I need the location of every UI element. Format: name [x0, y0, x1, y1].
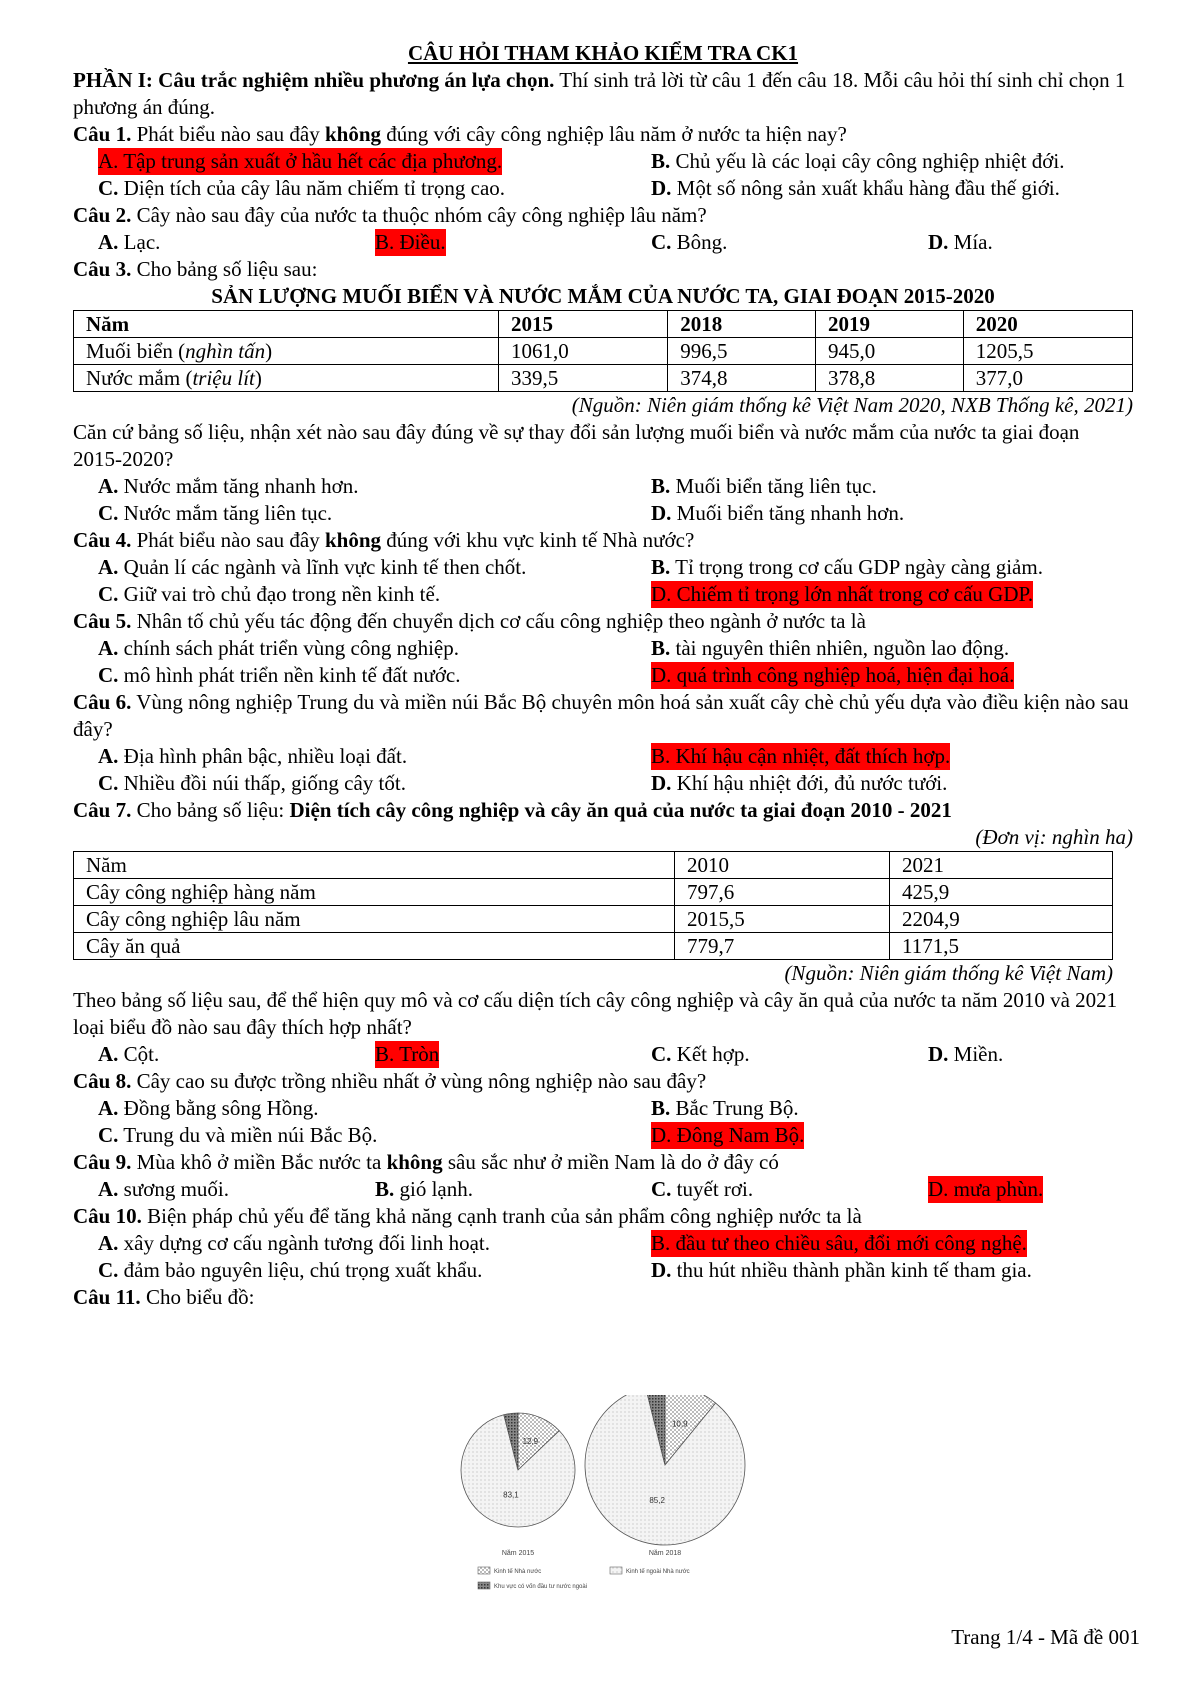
q6-option-b[interactable]: B. Khí hậu cận nhiệt, đất thích hợp.: [651, 744, 951, 768]
q1-option-d[interactable]: D. Một số nông sản xuất khẩu hàng đầu thế giới.: [651, 176, 1060, 200]
q7-unit: (Đơn vị: nghìn ha): [975, 825, 1133, 849]
q7-source: (Nguồn: Niên giám thống kê Việt Nam): [784, 961, 1113, 985]
q7-text: Cho bảng số liệu:: [131, 798, 290, 822]
table-cell: 779,7: [675, 933, 890, 960]
question-1: [73, 121, 1133, 148]
q1-text-end: đúng với cây công nghiệp lâu năm ở nước ta hiện nay?: [381, 122, 847, 146]
q8-text: Cây cao su được trồng nhiều nhất ở vùng nông nghiệp nào sau đây?: [131, 1069, 707, 1093]
legend-label-0: Kinh tế Nhà nước: [494, 1569, 542, 1575]
q3-table-title: SẢN LƯỢNG MUỐI BIỂN VÀ NƯỚC MẮM CỦA NƯỚC TA, GIAI ĐOẠN 2015-2020: [211, 284, 995, 308]
q9-option-c[interactable]: C. tuyết rơi.: [651, 1177, 754, 1201]
table-row: [74, 906, 1113, 933]
legend-label-1: Kinh tế ngoài Nhà nước: [626, 1569, 690, 1575]
q2-option-d[interactable]: D. Mía.: [928, 230, 993, 254]
q4-text-end: đúng với khu vực kinh tế Nhà nước?: [381, 528, 695, 552]
q6-text: Vùng nông nghiệp Trung du và miền núi Bắc Bộ chuyên môn hoá sản xuất cây chè chủ yếu dựa vào điều kiện nào sau đây?: [73, 690, 1129, 741]
pie-value-label-1-1: 85,2: [649, 1496, 665, 1506]
pie-chart-figure: [460, 1395, 780, 1620]
q11-text: Cho biểu đồ:: [140, 1285, 255, 1309]
table-cell: 2019: [815, 311, 963, 338]
q6-option-d[interactable]: D. Khí hậu nhiệt đới, đủ nước tưới.: [651, 771, 948, 795]
q5-text: Nhân tố chủ yếu tác động đến chuyển dịch cơ cấu công nghiệp theo ngành ở nước ta là: [131, 609, 866, 633]
q4-bold: không: [324, 528, 382, 552]
table-cell: 2015: [499, 311, 668, 338]
table-cell: 339,5: [499, 365, 668, 392]
q10-number: Câu 10.: [73, 1204, 142, 1228]
q4-option-d[interactable]: D. Chiếm tỉ trọng lớn nhất trong cơ cấu GDP.: [651, 582, 1034, 606]
table-cell: Cây ăn quả: [74, 933, 675, 960]
question-11: [73, 1284, 1133, 1311]
document-page: [73, 40, 1133, 1311]
table-cell: Muối biển (nghìn tấn): [74, 338, 499, 365]
q7-table: [73, 851, 1113, 960]
q1-option-b[interactable]: B. Chủ yếu là các loại cây công nghiệp nhiệt đới.: [651, 149, 1065, 173]
table-cell: 374,8: [668, 365, 816, 392]
q9-option-b[interactable]: B. gió lạnh.: [375, 1177, 474, 1201]
q7-options: [73, 1041, 1133, 1068]
table-cell: 996,5: [668, 338, 816, 365]
part1-instructions: [73, 67, 1133, 121]
q5-option-d[interactable]: D. quá trình công nghiệp hoá, hiện đại hoá.: [651, 663, 1015, 687]
q1-text: Phát biểu nào sau đây: [131, 122, 325, 146]
table-cell: 1061,0: [499, 338, 668, 365]
page-title: CÂU HỎI THAM KHẢO KIỂM TRA CK1: [407, 41, 799, 65]
pie-name-1: Năm 2018: [648, 1550, 682, 1557]
q3-option-a[interactable]: A. Nước mắm tăng nhanh hơn.: [98, 474, 359, 498]
table-cell: 377,0: [963, 365, 1132, 392]
q9-option-d[interactable]: D. mưa phùn.: [928, 1177, 1044, 1201]
question-10: [73, 1203, 1133, 1230]
q8-option-c[interactable]: C. Trung du và miền núi Bắc Bộ.: [98, 1123, 378, 1147]
q9-options: [73, 1176, 1133, 1203]
q3-source: (Nguồn: Niên giám thống kê Việt Nam 2020, NXB Thống kê, 2021): [571, 393, 1133, 417]
table-cell: 1171,5: [890, 933, 1113, 960]
q8-options-row2: [73, 1122, 1133, 1149]
question-9: [73, 1149, 1133, 1176]
q3-options-row1: [73, 473, 1133, 500]
table-cell: Năm: [74, 311, 499, 338]
q9-text-end: sâu sắc như ở miền Nam là do ở đây có: [442, 1150, 779, 1174]
pie-value-label-0-1: 83,1: [503, 1490, 519, 1500]
legend-swatch-0: [478, 1567, 490, 1574]
question-4: [73, 527, 1133, 554]
pie-value-label-0-0: 12,9: [522, 1437, 539, 1447]
q5-number: Câu 5.: [73, 609, 132, 633]
question-2: [73, 202, 1133, 229]
part1-text: Thí sinh trả lời từ câu 1 đến câu 18. Mỗi câu hỏi thí sinh chỉ chọn 1 phương án đúng.: [73, 68, 1126, 119]
pie-name-0: Năm 2015: [501, 1550, 535, 1557]
table-cell: 1205,5: [963, 338, 1132, 365]
q1-bold: không: [324, 122, 382, 146]
q3-table-header: [74, 311, 1133, 338]
q6-options-row2: [73, 770, 1133, 797]
q6-number: Câu 6.: [73, 690, 132, 714]
q1-number: Câu 1.: [73, 122, 132, 146]
part1-label: PHẦN I: Câu trắc nghiệm nhiều phương án lựa chọn.: [73, 68, 555, 92]
q2-option-a[interactable]: A. Lạc.: [98, 230, 161, 254]
q3-text: Cho bảng số liệu sau:: [131, 257, 318, 281]
legend-swatch-1: [610, 1567, 622, 1574]
q2-text: Cây nào sau đây của nước ta thuộc nhóm cây công nghiệp lâu năm?: [131, 203, 707, 227]
q3-option-d[interactable]: D. Muối biển tăng nhanh hơn.: [651, 501, 905, 525]
q1-option-a[interactable]: A. Tập trung sản xuất ở hầu hết các địa phương.: [98, 149, 503, 173]
q7-option-c[interactable]: C. Kết hợp.: [651, 1042, 750, 1066]
q4-option-c[interactable]: C. Giữ vai trò chủ đạo trong nền kinh tế.: [98, 582, 441, 606]
q9-option-a[interactable]: A. sương muối.: [98, 1177, 229, 1201]
legend-label-2: Khu vực có vốn đầu tư nước ngoài: [494, 1584, 588, 1590]
q4-text: Phát biểu nào sau đây: [131, 528, 325, 552]
table-row: [74, 933, 1113, 960]
page-footer: Trang 1/4 - Mã đề 001: [951, 1625, 1140, 1649]
q8-option-d[interactable]: D. Đông Nam Bộ.: [651, 1123, 805, 1147]
q11-number: Câu 11.: [73, 1285, 141, 1309]
q6-options-row1: [73, 743, 1133, 770]
q10-option-a[interactable]: A. xây dựng cơ cấu ngành tương đối linh hoạt.: [98, 1231, 490, 1255]
q9-bold: không: [386, 1150, 443, 1174]
question-8: [73, 1068, 1133, 1095]
table-row: [74, 365, 1133, 392]
q3-table: [73, 310, 1133, 392]
chart-legend: [478, 1567, 690, 1590]
q8-number: Câu 8.: [73, 1069, 132, 1093]
q3-option-b[interactable]: B. Muối biển tăng liên tục.: [651, 474, 877, 498]
q7-bold: Diện tích cây công nghiệp và cây ăn quả của nước ta giai đoạn 2010 - 2021: [289, 798, 952, 822]
q5-options-row1: [73, 635, 1133, 662]
q4-option-a[interactable]: A. Quản lí các ngành và lĩnh vực kinh tế then chốt.: [98, 555, 527, 579]
q3-options-row2: [73, 500, 1133, 527]
table-cell: 2010: [675, 852, 890, 879]
q10-text: Biện pháp chủ yếu để tăng khả năng cạnh tranh của sản phẩm công nghiệp nước ta là: [141, 1204, 862, 1228]
table-cell: 2015,5: [675, 906, 890, 933]
q3-question: Căn cứ bảng số liệu, nhận xét nào sau đây đúng về sự thay đổi sản lượng muối biển và nước mắm của nước ta giai đoạn 2015-2020?: [73, 420, 1080, 471]
q5-options-row2: [73, 662, 1133, 689]
q8-option-a[interactable]: A. Đồng bằng sông Hồng.: [98, 1096, 319, 1120]
table-cell: Năm: [74, 852, 675, 879]
q7-option-b[interactable]: B. Tròn: [375, 1042, 440, 1066]
q7-option-a[interactable]: A. Cột.: [98, 1042, 160, 1066]
q7-option-d[interactable]: D. Miền.: [928, 1042, 1004, 1066]
question-5: [73, 608, 1133, 635]
table-cell: Cây công nghiệp hàng năm: [74, 879, 675, 906]
q10-option-c[interactable]: C. đảm bảo nguyên liệu, chú trọng xuất khẩu.: [98, 1258, 483, 1282]
table-cell: 945,0: [815, 338, 963, 365]
q4-options-row1: [73, 554, 1133, 581]
q8-options-row1: [73, 1095, 1133, 1122]
table-cell: 425,9: [890, 879, 1113, 906]
q5-option-c[interactable]: C. mô hình phát triển nền kinh tế đất nước.: [98, 663, 461, 687]
table-cell: 797,6: [675, 879, 890, 906]
q7-table-header: [74, 852, 1113, 879]
q2-option-b[interactable]: B. Điều.: [375, 230, 446, 254]
table-cell: 378,8: [815, 365, 963, 392]
q6-option-c[interactable]: C. Nhiều đồi núi thấp, giống cây tốt.: [98, 771, 406, 795]
table-cell: Nước mắm (triệu lít): [74, 365, 499, 392]
q1-options-row1: [73, 148, 1133, 175]
q3-option-c[interactable]: C. Nước mắm tăng liên tục.: [98, 501, 333, 525]
q5-option-b[interactable]: B. tài nguyên thiên nhiên, nguồn lao động.: [651, 636, 1010, 660]
q7-number: Câu 7.: [73, 798, 132, 822]
question-3: [73, 256, 1133, 283]
table-cell: Cây công nghiệp lâu năm: [74, 906, 675, 933]
table-cell: 2021: [890, 852, 1113, 879]
q10-options-row2: [73, 1257, 1133, 1284]
q1-options-row2: [73, 175, 1133, 202]
q4-options-row2: [73, 581, 1133, 608]
table-cell: 2018: [668, 311, 816, 338]
q2-options: [73, 229, 1133, 256]
q3-number: Câu 3.: [73, 257, 132, 281]
table-row: [74, 338, 1133, 365]
q7-question: Theo bảng số liệu sau, để thể hiện quy mô và cơ cấu diện tích cây công nghiệp và cây ăn quả của nước ta năm 2010 và 2021 loại biểu đồ nào sau đây thích hợp nhất?: [73, 988, 1118, 1039]
q2-option-c[interactable]: C. Bông.: [651, 230, 728, 254]
table-cell: 2204,9: [890, 906, 1113, 933]
q2-number: Câu 2.: [73, 203, 132, 227]
q5-option-a[interactable]: A. chính sách phát triển vùng công nghiệp.: [98, 636, 460, 660]
table-row: [74, 879, 1113, 906]
q10-options-row1: [73, 1230, 1133, 1257]
q8-option-b[interactable]: B. Bắc Trung Bộ.: [651, 1096, 799, 1120]
pie-value-label-1-0: 10,9: [671, 1419, 688, 1429]
q9-number: Câu 9.: [73, 1150, 132, 1174]
q10-option-d[interactable]: D. thu hút nhiều thành phần kinh tế tham gia.: [651, 1258, 1032, 1282]
question-7: [73, 797, 1133, 824]
q6-option-a[interactable]: A. Địa hình phân bậc, nhiều loại đất.: [98, 744, 408, 768]
q4-option-b[interactable]: B. Tỉ trọng trong cơ cấu GDP ngày càng giảm.: [651, 555, 1043, 579]
question-6: [73, 689, 1133, 743]
q1-option-c[interactable]: C. Diện tích của cây lâu năm chiếm tỉ trọng cao.: [98, 176, 506, 200]
table-cell: 2020: [963, 311, 1132, 338]
q9-text: Mùa khô ở miền Bắc nước ta: [131, 1150, 387, 1174]
legend-swatch-2: [478, 1582, 490, 1589]
q10-option-b[interactable]: B. đầu tư theo chiều sâu, đổi mới công nghệ.: [651, 1231, 1027, 1255]
q4-number: Câu 4.: [73, 528, 132, 552]
